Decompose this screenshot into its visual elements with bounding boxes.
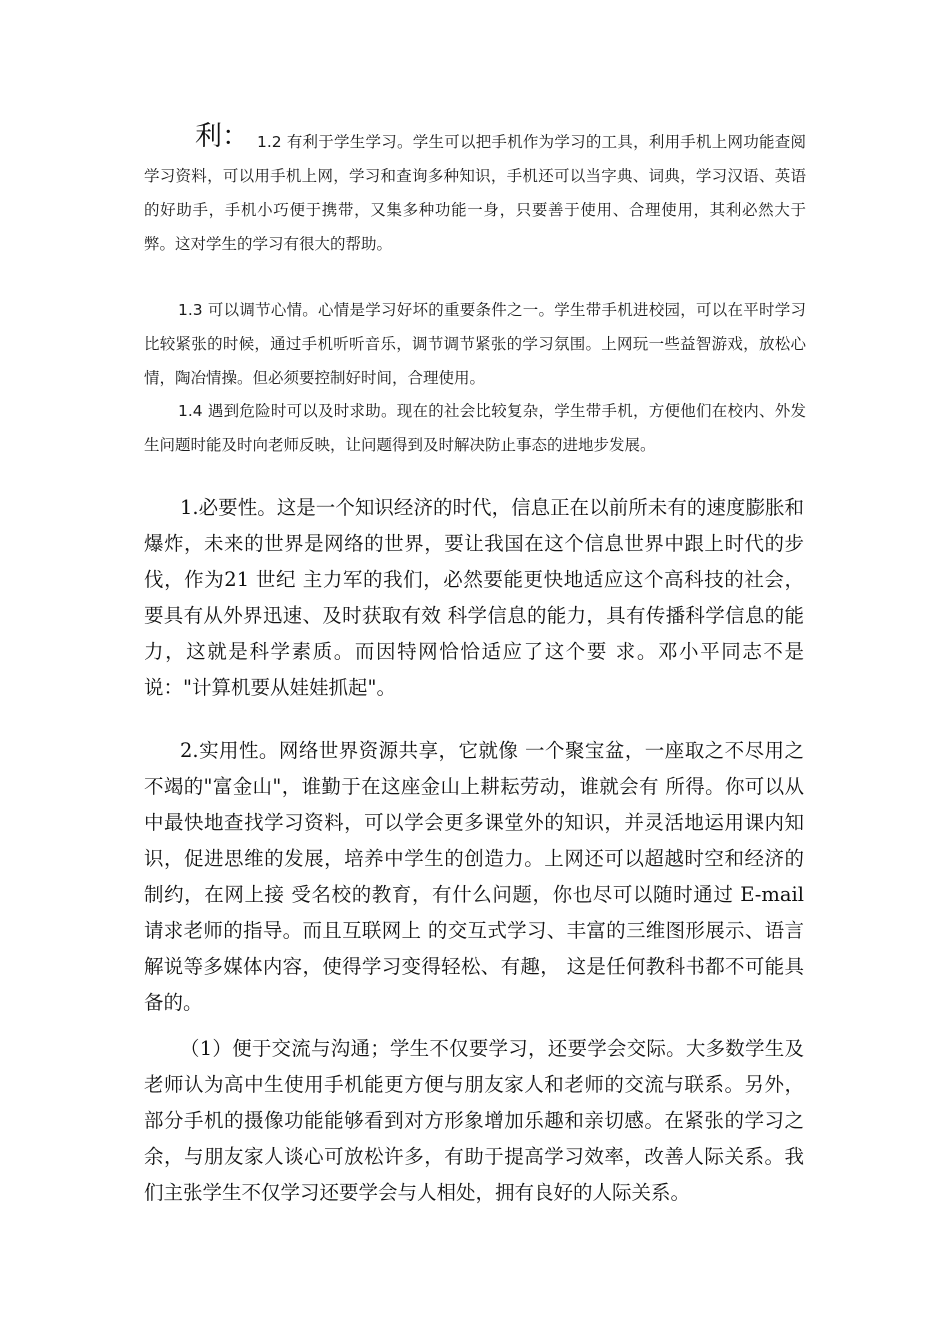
paragraph-communication: （1）便于交流与沟通；学生不仅要学习，还要学会交际。大多数学生及老师认为高中生使用手机能更方便与朋友家人和老师的交流与联系。另外，部分手机的摄像功能能够看到对方形象增加乐趣和亲切感。在紧张的学习之余，与朋友家人谈心可放松许多，有助于提高学习效率，改善人际关系。我们主张学生不仅学习还要学会与人相处，拥有良好的人际关系。 (144, 1037, 804, 1204)
paragraph-necessity: 1.必要性。这是一个知识经济的时代，信息正在以前所未有的速度膨胀和爆炸，未来的世界是网络的世界，要让我国在这个信息世界中跟上时代的步伐，作为21 世纪 主力军的我们，必然要能更快地适应这个高科技的社会，要具有从外界迅速、及时获取有效 科学信息的能力，具有传播科学信息的能力，这就是科学素质。而因特网恰恰适应了这个要 求。邓小平同志不是说："计算机要从娃娃抓起"。 (144, 496, 804, 699)
small-text-section-2 (144, 293, 806, 395)
practical-section (144, 733, 804, 1021)
small-text-section (144, 125, 806, 261)
communication-section (144, 1031, 804, 1211)
small-text-section-3 (144, 394, 806, 462)
necessity-section (144, 490, 804, 706)
paragraph-1-2: 1.2 有利于学生学习。学生可以把手机作为学习的工具，利用手机上网功能查阅学习资料，可以用手机上网，学习和查询多种知识，手机还可以当字典、词典，学习汉语、英语的好助手，手机小巧便于携带，又集多种功能一身，只要善于使用、合理使用，其利必然大于弊。这对学生的学习有很大的帮助。 (144, 133, 806, 253)
lead-character: 利： (195, 121, 249, 152)
paragraph-1-3: 1.3 可以调节心情。心情是学习好坏的重要条件之一。学生带手机进校园，可以在平时学习比较紧张的时候，通过手机听听音乐，调节调节紧张的学习氛围。上网玩一些益智游戏，放松心情，陶冶情操。但必须要控制好时间，合理使用。 (144, 301, 806, 387)
paragraph-practical: 2.实用性。网络世界资源共享，它就像 一个聚宝盆，一座取之不尽用之不竭的"富金山"，谁勤于在这座金山上耕耘劳动，谁就会有 所得。你可以从中最快地查找学习资料，可以学会更多课堂外的知识，并灵活地运用课内知 识，促进思维的发展，培养中学生的创造力。上网还可以超越时空和经济的制约，在网上接 受名校的教育，有什么问题，你也尽可以随时通过 E-mail 请求老师的指导。而且互联网上 的交互式学习、丰富的三维图形展示、语言解说等多媒体内容，使得学习变得轻松、有趣， 这是任何教科书都不可能具备的。 (144, 739, 804, 1014)
paragraph-1-4: 1.4 遇到危险时可以及时求助。现在的社会比较复杂，学生带手机，方便他们在校内、外发生问题时能及时向老师反映，让问题得到及时解决防止事态的进地步发展。 (144, 402, 806, 454)
